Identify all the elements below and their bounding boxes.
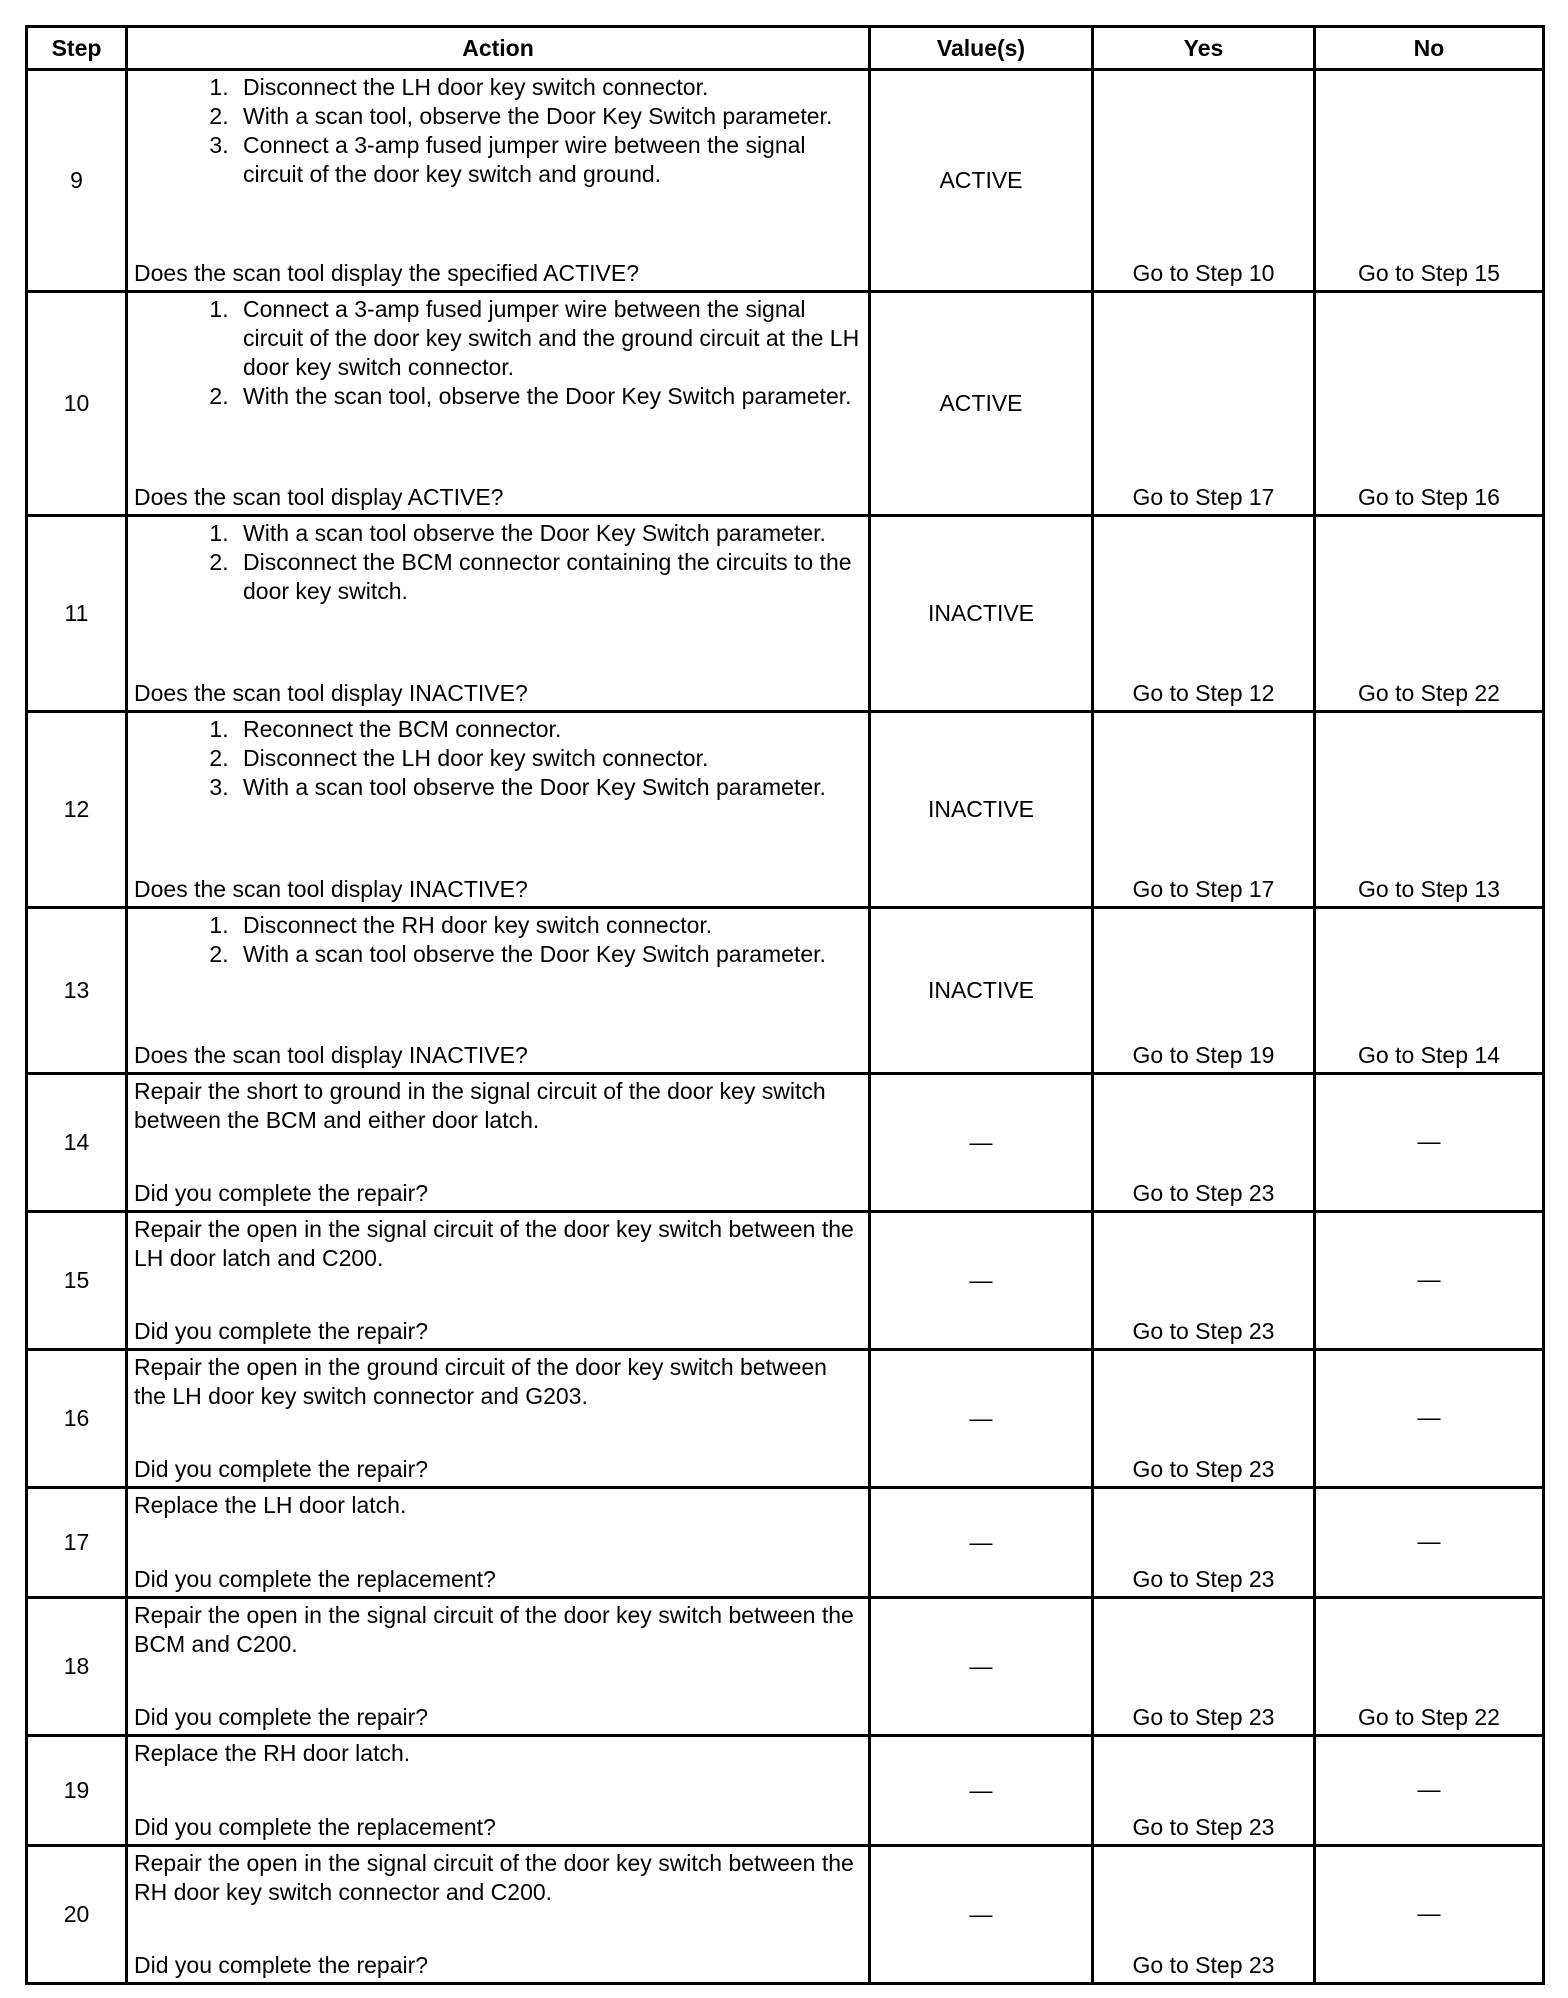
action-question: Did you complete the replacement? xyxy=(134,1566,496,1592)
header-row xyxy=(27,27,1544,70)
action-content xyxy=(128,1213,868,1348)
action-question: Does the scan tool display INACTIVE? xyxy=(134,1042,528,1068)
step-cell: 17 xyxy=(27,1488,127,1598)
no-cell: Go to Step 14 xyxy=(1315,908,1544,1074)
action-content xyxy=(128,713,868,906)
action-instructions xyxy=(134,1353,862,1411)
action-content xyxy=(128,1351,868,1486)
action-content xyxy=(128,1737,868,1844)
action-question: Did you complete the replacement? xyxy=(134,1814,496,1840)
yes-cell: Go to Step 23 xyxy=(1093,1736,1315,1846)
yes-cell: Go to Step 23 xyxy=(1093,1350,1315,1488)
action-content xyxy=(128,71,868,290)
action-instructions xyxy=(134,1849,862,1907)
action-list xyxy=(134,295,862,411)
action-question: Does the scan tool display INACTIVE? xyxy=(134,876,528,902)
action-text: Replace the RH door latch. xyxy=(134,1740,411,1766)
action-instructions xyxy=(134,1601,862,1659)
action-cell xyxy=(127,70,870,292)
action-text: Repair the open in the signal circuit of the door key switch between the BCM and C200. xyxy=(134,1602,854,1657)
action-list-item: 2. With the scan tool, observe the Door Key Switch parameter. xyxy=(235,382,862,411)
table-row xyxy=(27,292,1544,516)
action-list-item: 3. Connect a 3-amp fused jumper wire between the signal circuit of the door key switch and ground. xyxy=(235,131,862,189)
value-cell: ACTIVE xyxy=(870,70,1093,292)
diagnostic-table xyxy=(25,25,1545,1985)
header-action: Action xyxy=(127,27,870,70)
step-cell: 19 xyxy=(27,1736,127,1846)
step-cell: 15 xyxy=(27,1212,127,1350)
action-content xyxy=(128,293,868,514)
no-cell: Go to Step 16 xyxy=(1315,292,1544,516)
action-cell xyxy=(127,908,870,1074)
action-question: Did you complete the repair? xyxy=(134,1704,429,1730)
action-instructions xyxy=(134,715,862,802)
step-cell: 10 xyxy=(27,292,127,516)
action-content xyxy=(128,909,868,1072)
action-instructions xyxy=(134,1215,862,1273)
action-text: Replace the LH door latch. xyxy=(134,1492,407,1518)
action-list-item: 1. Reconnect the BCM connector. xyxy=(235,715,862,744)
step-cell: 20 xyxy=(27,1846,127,1984)
action-list-item: 1. With a scan tool observe the Door Key Switch parameter. xyxy=(235,519,862,548)
action-content xyxy=(128,517,868,710)
value-cell: — xyxy=(870,1350,1093,1488)
table-row xyxy=(27,712,1544,908)
value-cell: — xyxy=(870,1598,1093,1736)
action-content xyxy=(128,1599,868,1734)
no-cell: Go to Step 22 xyxy=(1315,1598,1544,1736)
action-content xyxy=(128,1489,868,1596)
action-text: Repair the short to ground in the signal circuit of the door key switch between the BCM and either door latch. xyxy=(134,1078,826,1133)
action-instructions xyxy=(134,73,862,189)
action-list-item: 3. With a scan tool observe the Door Key Switch parameter. xyxy=(235,773,862,802)
no-cell: — xyxy=(1315,1736,1544,1846)
no-cell: — xyxy=(1315,1212,1544,1350)
table-row xyxy=(27,1846,1544,1984)
yes-cell: Go to Step 23 xyxy=(1093,1488,1315,1598)
action-question: Did you complete the repair? xyxy=(134,1456,429,1482)
yes-cell: Go to Step 23 xyxy=(1093,1598,1315,1736)
action-content xyxy=(128,1847,868,1982)
table-row xyxy=(27,70,1544,292)
step-cell: 18 xyxy=(27,1598,127,1736)
action-list-item: 2. Disconnect the BCM connector containing the circuits to the door key switch. xyxy=(235,548,862,606)
action-cell xyxy=(127,292,870,516)
action-list xyxy=(134,715,862,802)
action-list-item: 1. Disconnect the LH door key switch connector. xyxy=(235,73,862,102)
action-instructions xyxy=(134,911,862,969)
action-cell xyxy=(127,1736,870,1846)
table-row xyxy=(27,1350,1544,1488)
yes-cell: Go to Step 23 xyxy=(1093,1846,1315,1984)
step-cell: 13 xyxy=(27,908,127,1074)
no-cell: Go to Step 13 xyxy=(1315,712,1544,908)
yes-cell: Go to Step 10 xyxy=(1093,70,1315,292)
no-cell: — xyxy=(1315,1488,1544,1598)
no-cell: Go to Step 15 xyxy=(1315,70,1544,292)
action-cell xyxy=(127,712,870,908)
action-question: Did you complete the repair? xyxy=(134,1952,429,1978)
yes-cell: Go to Step 19 xyxy=(1093,908,1315,1074)
value-cell: INACTIVE xyxy=(870,908,1093,1074)
no-cell: Go to Step 22 xyxy=(1315,516,1544,712)
table-row xyxy=(27,1074,1544,1212)
header-step: Step xyxy=(27,27,127,70)
table-row xyxy=(27,1598,1544,1736)
value-cell: — xyxy=(870,1212,1093,1350)
value-cell: INACTIVE xyxy=(870,516,1093,712)
value-cell: INACTIVE xyxy=(870,712,1093,908)
action-content xyxy=(128,1075,868,1210)
table-row xyxy=(27,1212,1544,1350)
action-instructions xyxy=(134,519,862,606)
action-list-item: 2. With a scan tool observe the Door Key Switch parameter. xyxy=(235,940,862,969)
action-list xyxy=(134,519,862,606)
action-instructions xyxy=(134,295,862,411)
action-cell xyxy=(127,1598,870,1736)
table-row xyxy=(27,516,1544,712)
step-cell: 12 xyxy=(27,712,127,908)
action-instructions xyxy=(134,1491,862,1520)
table-row xyxy=(27,908,1544,1074)
action-cell xyxy=(127,1488,870,1598)
action-list xyxy=(134,911,862,969)
action-list-item: 1. Connect a 3-amp fused jumper wire between the signal circuit of the door key switch and the ground circuit at the LH door key switch connector. xyxy=(235,295,862,382)
no-cell: — xyxy=(1315,1074,1544,1212)
yes-cell: Go to Step 23 xyxy=(1093,1212,1315,1350)
step-cell: 11 xyxy=(27,516,127,712)
table-row xyxy=(27,1488,1544,1598)
action-cell xyxy=(127,1350,870,1488)
action-text: Repair the open in the signal circuit of the door key switch between the LH door latch and C200. xyxy=(134,1216,854,1271)
yes-cell: Go to Step 12 xyxy=(1093,516,1315,712)
yes-cell: Go to Step 17 xyxy=(1093,292,1315,516)
action-question: Does the scan tool display ACTIVE? xyxy=(134,484,504,510)
action-list-item: 1. Disconnect the RH door key switch connector. xyxy=(235,911,862,940)
no-cell: — xyxy=(1315,1846,1544,1984)
header-no: No xyxy=(1315,27,1544,70)
value-cell: — xyxy=(870,1488,1093,1598)
action-list-item: 2. With a scan tool, observe the Door Key Switch parameter. xyxy=(235,102,862,131)
action-cell xyxy=(127,516,870,712)
action-text: Repair the open in the signal circuit of the door key switch between the RH door key switch connector and C200. xyxy=(134,1850,854,1905)
value-cell: — xyxy=(870,1736,1093,1846)
table-row xyxy=(27,1736,1544,1846)
action-instructions xyxy=(134,1077,862,1135)
action-question: Did you complete the repair? xyxy=(134,1180,429,1206)
yes-cell: Go to Step 23 xyxy=(1093,1074,1315,1212)
action-cell xyxy=(127,1074,870,1212)
action-list xyxy=(134,73,862,189)
value-cell: ACTIVE xyxy=(870,292,1093,516)
action-question: Does the scan tool display INACTIVE? xyxy=(134,680,528,706)
action-question: Did you complete the repair? xyxy=(134,1318,429,1344)
action-instructions xyxy=(134,1739,862,1768)
action-text: Repair the open in the ground circuit of the door key switch between the LH door key switch connector and G203. xyxy=(134,1354,827,1409)
yes-cell: Go to Step 17 xyxy=(1093,712,1315,908)
action-cell xyxy=(127,1212,870,1350)
value-cell: — xyxy=(870,1074,1093,1212)
action-cell xyxy=(127,1846,870,1984)
no-cell: — xyxy=(1315,1350,1544,1488)
action-question: Does the scan tool display the specified ACTIVE? xyxy=(134,260,640,286)
table-body xyxy=(27,70,1544,1984)
action-list-item: 2. Disconnect the LH door key switch connector. xyxy=(235,744,862,773)
step-cell: 9 xyxy=(27,70,127,292)
step-cell: 16 xyxy=(27,1350,127,1488)
step-cell: 14 xyxy=(27,1074,127,1212)
value-cell: — xyxy=(870,1846,1093,1984)
header-values: Value(s) xyxy=(870,27,1093,70)
header-yes: Yes xyxy=(1093,27,1315,70)
